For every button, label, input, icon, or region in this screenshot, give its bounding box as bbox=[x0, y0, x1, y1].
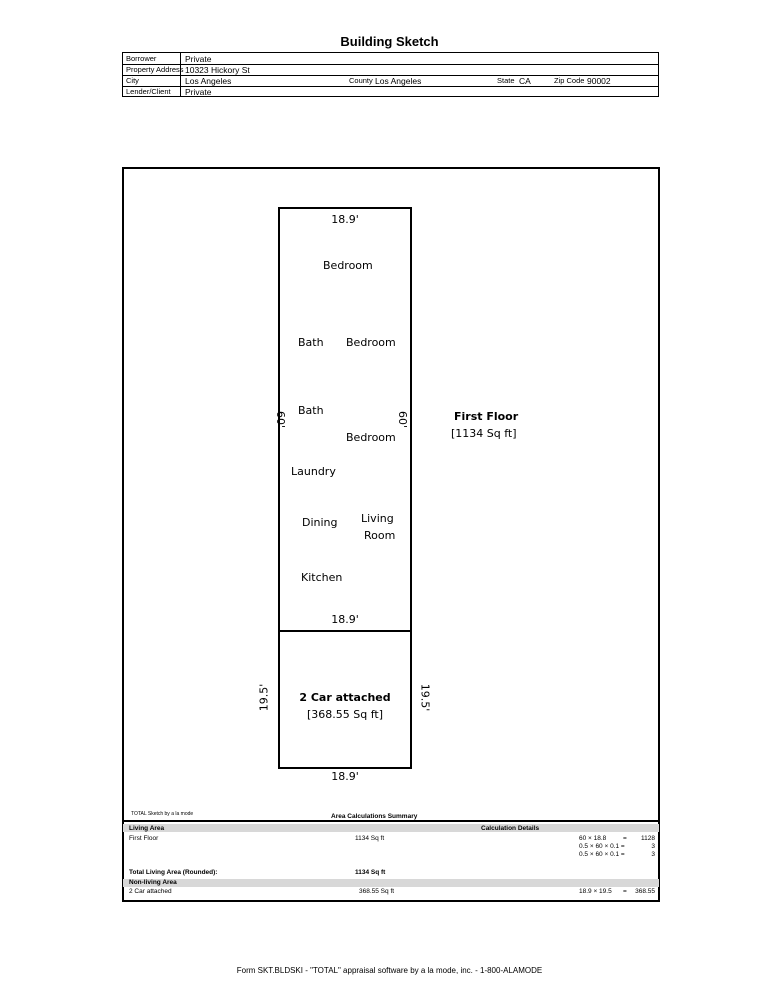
first-floor-summary-area: 1134 Sq ft bbox=[355, 835, 385, 842]
garage-calc-expression: 18.9 × 19.5 bbox=[579, 888, 612, 895]
garage-calc-equals: = bbox=[623, 888, 627, 895]
garage-label: 2 Car attached bbox=[299, 691, 391, 704]
garage-summary-label: 2 Car attached bbox=[129, 888, 172, 895]
total-living-area-label: Total Living Area (Rounded): bbox=[129, 869, 218, 876]
calc-expression: 60 × 18.8 bbox=[579, 835, 607, 842]
room-label: Bedroom bbox=[323, 259, 373, 272]
zip-value: 90002 bbox=[587, 76, 611, 86]
first-floor-top-dimension: 18.9' bbox=[331, 213, 359, 226]
living-area-label: Living Area bbox=[129, 825, 165, 832]
area-calculations-summary bbox=[123, 820, 659, 903]
room-label: Bath bbox=[298, 336, 324, 349]
form-footer: Form SKT.BLDSKI - "TOTAL" appraisal software by a la mode, inc. - 1-800-ALAMODE bbox=[236, 966, 543, 975]
city-value: Los Angeles bbox=[185, 76, 232, 86]
calc-details-label: Calculation Details bbox=[481, 825, 540, 832]
address-value: 10323 Hickory St bbox=[185, 65, 250, 75]
calc-expression: 0.5 × 60 × 0.1 = bbox=[579, 843, 625, 850]
calc-value: 1128 bbox=[641, 835, 655, 842]
calc-value: 3 bbox=[651, 843, 655, 850]
garage-summary-area: 368.55 Sq ft bbox=[359, 888, 395, 895]
non-living-area-label: Non-living Area bbox=[129, 879, 177, 886]
garage-left-dimension: 19.5' bbox=[257, 683, 271, 712]
lender-value: Private bbox=[185, 87, 212, 97]
state-label: State bbox=[497, 76, 515, 85]
total-living-area-value: 1134 Sq ft bbox=[355, 869, 386, 876]
summary-heading: Area Calculations Summary bbox=[331, 813, 418, 820]
living-area-band bbox=[123, 824, 659, 832]
calc-value: 3 bbox=[651, 851, 655, 858]
first-floor-summary-label: First Floor bbox=[129, 835, 159, 842]
borrower-label: Borrower bbox=[126, 54, 157, 63]
sketch-credit: TOTAL Sketch by a la mode bbox=[131, 811, 194, 817]
room-label: Room bbox=[364, 529, 396, 542]
room-label: Bath bbox=[298, 404, 324, 417]
garage-calc-value: 368.55 bbox=[635, 888, 655, 895]
room-label: Bedroom bbox=[346, 336, 396, 349]
room-label: Dining bbox=[302, 516, 338, 529]
calc-equals: = bbox=[623, 835, 627, 842]
room-label: Living bbox=[361, 512, 394, 525]
first-floor-area: [1134 Sq ft] bbox=[451, 427, 517, 440]
room-label: Bedroom bbox=[346, 431, 396, 444]
lender-label: Lender/Client bbox=[126, 87, 171, 96]
non-living-band bbox=[123, 879, 659, 887]
garage-bottom-dimension: 18.9' bbox=[331, 770, 359, 783]
address-label: Property Address bbox=[126, 65, 184, 74]
first-floor-bottom-dimension: 18.9' bbox=[331, 613, 359, 626]
room-label: Kitchen bbox=[301, 571, 343, 584]
zip-label: Zip Code bbox=[554, 76, 585, 85]
borrower-value: Private bbox=[185, 54, 212, 64]
first-floor-label: First Floor bbox=[454, 410, 519, 423]
county-value: Los Angeles bbox=[375, 76, 422, 86]
calc-expression: 0.5 × 60 × 0.1 = bbox=[579, 851, 625, 858]
first-floor-left-dimension: 60' bbox=[274, 410, 288, 429]
page-title: Building Sketch bbox=[340, 34, 439, 49]
first-floor-right-dimension: 60' bbox=[396, 410, 410, 429]
city-label: City bbox=[126, 76, 139, 85]
state-value: CA bbox=[519, 76, 531, 86]
room-label: Laundry bbox=[291, 465, 336, 478]
garage-area: [368.55 Sq ft] bbox=[306, 708, 384, 721]
garage-right-dimension: 19.5' bbox=[418, 683, 432, 712]
county-label: County bbox=[349, 76, 373, 85]
